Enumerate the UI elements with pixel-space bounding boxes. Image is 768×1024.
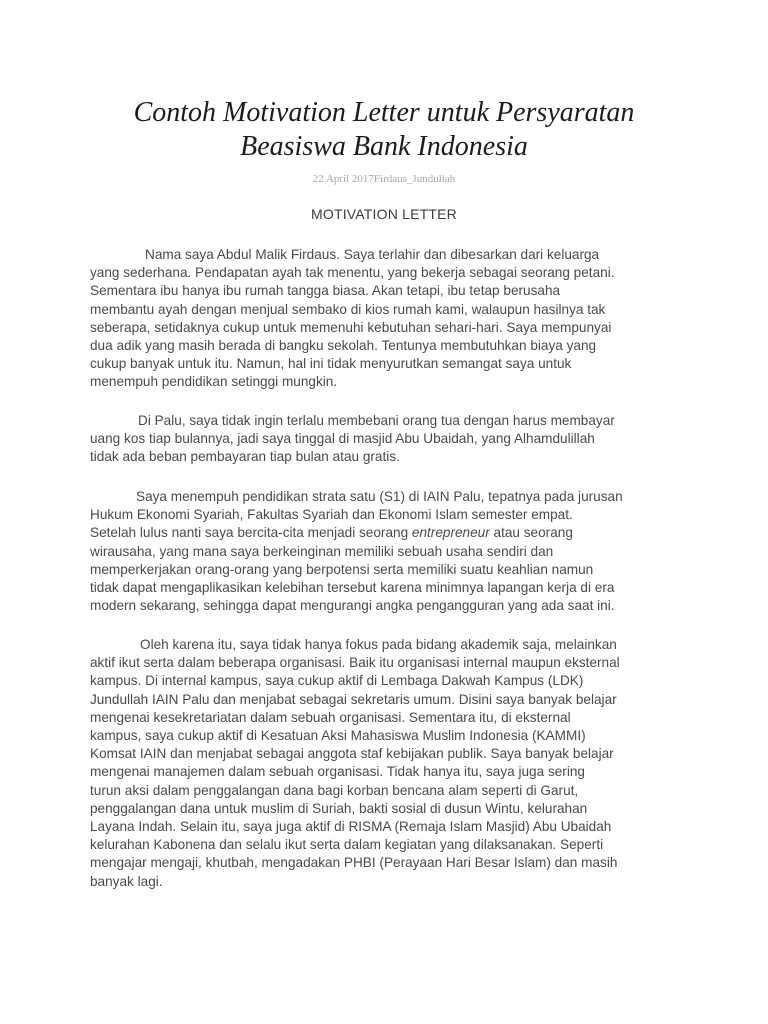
paragraph-2 [90, 412, 680, 467]
line: turun aksi dalam penggalangan dana bagi korban bencana alam seperti di Garut, [90, 782, 579, 798]
line: Oleh karena itu, saya tidak hanya fokus pada bidang akademik saja, melainkan [140, 637, 617, 652]
line: uang kos tiap bulannya, jadi saya tinggal di masjid Abu Ubaidah, yang Alhamdulillah [90, 431, 595, 447]
letter-heading: MOTIVATION LETTER [311, 206, 457, 222]
line: penggalangan dana untuk muslim di Suriah, bakti sosial di dusun Wintu, kelurahan [90, 800, 588, 816]
line: dua adik yang masih berada di bangku sekolah. Tentunya membutuhkan biaya yang [90, 338, 597, 354]
emphasized-word: entrepreneur [411, 525, 490, 541]
line: membantu ayah dengan menjual sembako di kios rumah kami, walaupun hasilnya tak [90, 301, 606, 317]
line: tidak ada beban pembayaran tiap bulan atau gratis. [90, 449, 400, 465]
line: aktif ikut serta dalam beberapa organisasi. Baik itu organisasi internal maupun eksternal [90, 655, 620, 671]
paragraph-4 [90, 636, 680, 891]
line: yang sederhana. Pendapatan ayah tak menentu, yang bekerja sebagai seorang petani. [90, 265, 615, 281]
line: kampus, saya cukup aktif di Kesatuan Aksi Mahasiswa Muslim Indonesia (KAMMI) [90, 728, 586, 744]
line: mengenai kesekretariatan dalam sebuah organisasi. Sementara itu, di eksternal [90, 709, 571, 725]
post-meta: 22 April 2017Firdaus_Jundullah [312, 173, 456, 185]
line: Hukum Ekonomi Syariah, Fakultas Syariah dan Ekonomi Islam semester empat. [90, 507, 573, 523]
line: Sementara ibu hanya ibu rumah tangga biasa. Akan tetapi, ibu tetap berusaha [90, 283, 561, 299]
line: Nama saya Abdul Malik Firdaus. Saya terlahir dan dibesarkan dari keluarga [145, 247, 600, 262]
line: banyak lagi. [90, 873, 163, 889]
title-line-2: Beasiswa Bank Indonesia [240, 131, 528, 162]
line: Saya menempuh pendidikan strata satu (S1) di IAIN Palu, tepatnya pada jurusan [136, 489, 623, 504]
line: kelurahan Kabonena dan selalu ikut serta dalam kegiatan yang dilaksanakan. Seperti [90, 837, 604, 853]
line: mengajar mengaji, khutbah, mengadakan PHBI (Perayaan Hari Besar Islam) dan masih [90, 855, 618, 871]
line: menempuh pendidikan setinggi mungkin. [90, 374, 338, 390]
line: mengenai manajemen dalam sebuah organisasi. Tidak hanya itu, saya juga sering [90, 764, 585, 780]
line: atau seorang [489, 525, 573, 541]
line: Setelah lulus nanti saya bercita-cita menjadi seorang [90, 525, 412, 541]
line: Komsat IAIN dan menjabat sebagai anggota staf kebijakan publik. Saya banyak belajar [90, 746, 614, 762]
paragraph-3 [90, 488, 680, 615]
line: modern sekarang, sehingga dapat mengurangi angka pengangguran yang ada saat ini. [90, 598, 615, 614]
title-line-1: Contoh Motivation Letter untuk Persyaratan [133, 97, 635, 128]
line: tidak dapat mengaplikasikan kelebihan tersebut karena minimnya lapangan kerja di era [90, 580, 615, 596]
line: Layana Indah. Selain itu, saya juga aktif di RISMA (Remaja Islam Masjid) Abu Ubaidah [90, 819, 612, 835]
line: kampus. Di internal kampus, saya cukup aktif di Lembaga Dakwah Kampus (LDK) [90, 673, 584, 689]
line: wirausaha, yang mana saya berkeinginan memiliki sebuah usaha sendiri dan [90, 543, 554, 559]
line: memperkerjakan orang-orang yang berpotensi serta memiliki suatu keahlian namun [90, 561, 594, 577]
line: Jundullah IAIN Palu dan menjabat sebagai sekretaris umum. Disini saya banyak belajar [90, 691, 617, 707]
paragraph-1 [90, 246, 680, 392]
line: cukup banyak untuk itu. Namun, hal ini tidak menyurutkan semangat saya untuk [90, 356, 572, 372]
line: seberapa, setidaknya cukup untuk memenuhi kebutuhan sehari-hari. Saya mempunyai [90, 319, 612, 335]
line: Di Palu, saya tidak ingin terlalu membebani orang tua dengan harus membayar [138, 413, 615, 428]
document-title [90, 96, 678, 164]
